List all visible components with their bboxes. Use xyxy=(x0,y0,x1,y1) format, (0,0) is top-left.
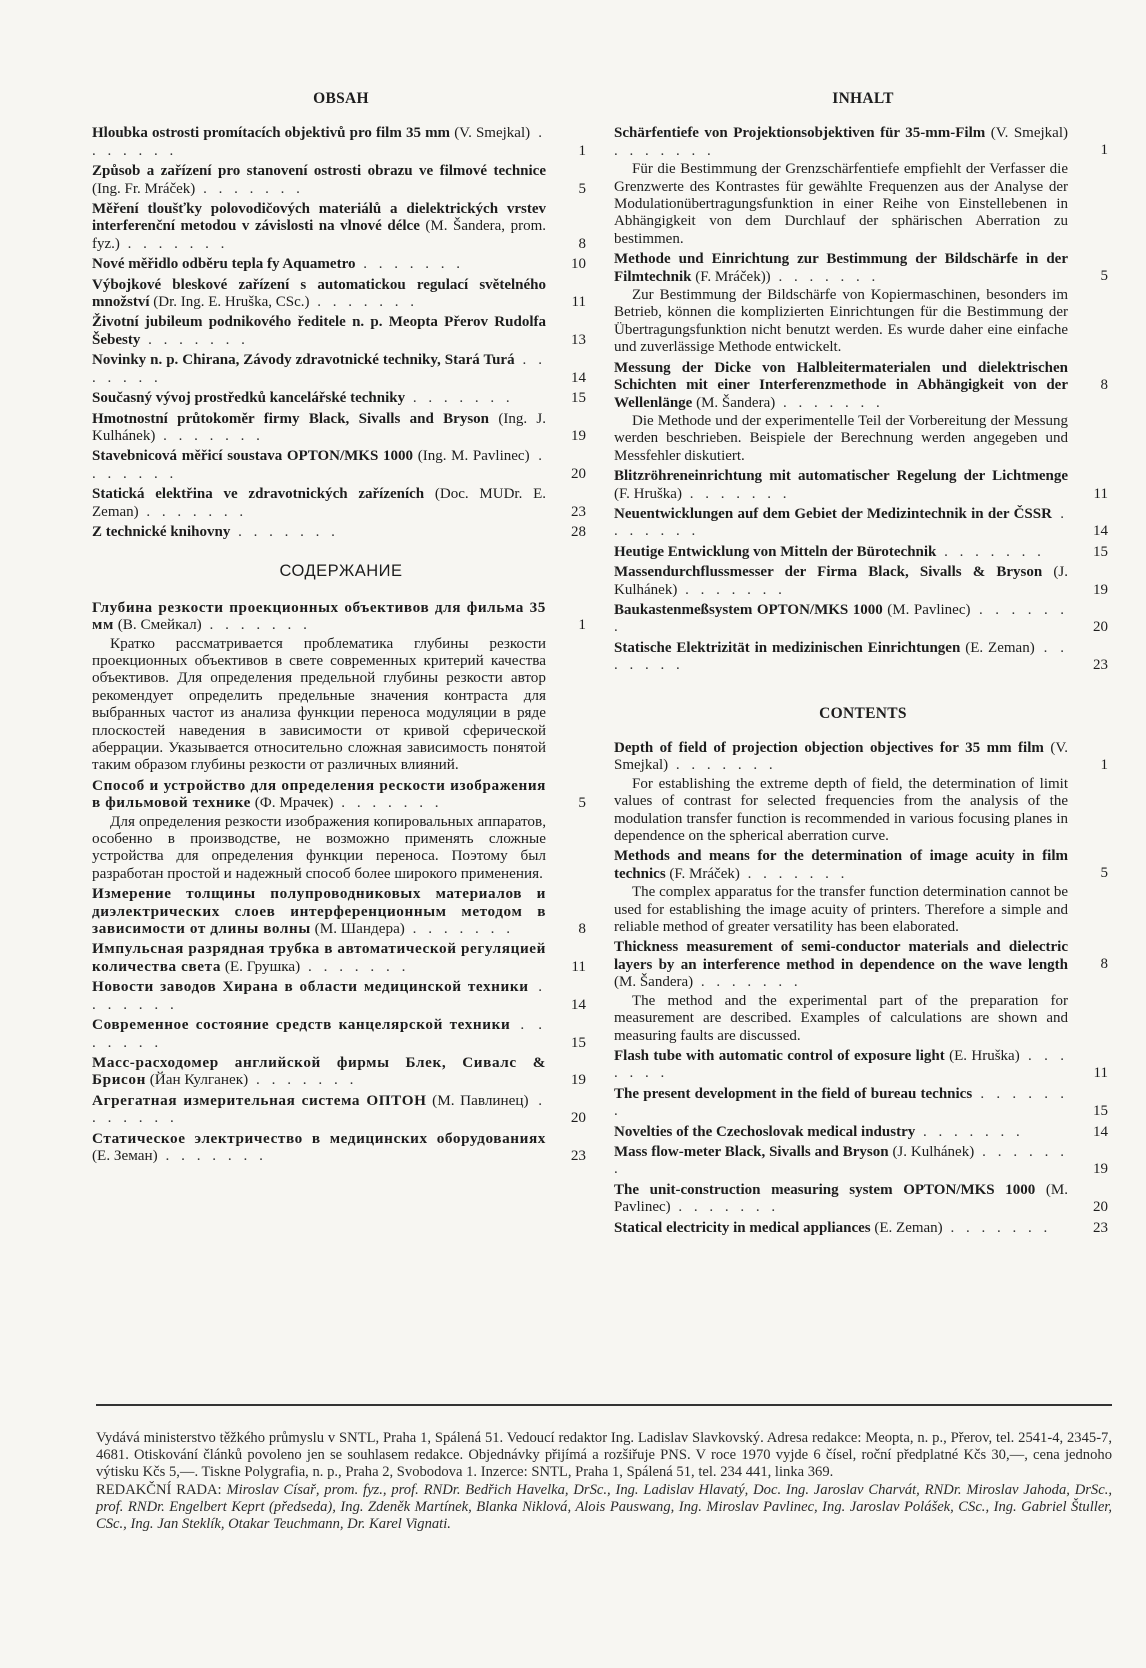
contents-title: CONTENTS xyxy=(819,704,907,722)
contents-list xyxy=(614,740,1112,1237)
toc-entry xyxy=(92,486,590,521)
toc-entry xyxy=(614,1086,1112,1121)
entry-title: Neuentwicklungen auf dem Gebiet der Medizintechnik in der ČSSR xyxy=(614,505,1052,522)
toc-entry xyxy=(92,524,590,541)
toc-entry xyxy=(92,599,590,774)
entry-title: Statical electricity in medical appliances xyxy=(614,1219,871,1236)
left-column xyxy=(92,90,590,1167)
page-number: 23 xyxy=(571,503,586,520)
entry-abstract: For establishing the extreme depth of field, the determination of limit values of contrast for selected frequencies from the analysis of the modulation transfer function is recommended in various focusing planes in dependence on the spherical aberration curve. xyxy=(614,775,1068,845)
entry-author: (Е. Земан) xyxy=(92,1146,158,1164)
page-number: 5 xyxy=(1100,865,1108,882)
leader-dots: . . . . . . . xyxy=(138,503,248,520)
leader-dots: . . . . . . . xyxy=(614,601,1069,636)
entry-author: (Doc. MUDr. E. Zeman) xyxy=(92,486,547,520)
entry-author: (F. Hruška) xyxy=(614,485,682,502)
entry-title: Výbojkové bleskové zařízení s automatickou regulací světelného množství xyxy=(92,276,546,311)
inhalt-list xyxy=(614,125,1112,674)
page-number: 10 xyxy=(571,256,586,273)
page-number: 15 xyxy=(570,1033,586,1051)
entry-title: Massendurchflussmesser der Firma Black, Sivalls & Bryson xyxy=(614,564,1043,581)
page-number: 15 xyxy=(1093,1103,1108,1120)
page-number: 1 xyxy=(1100,142,1108,159)
entry-author: (J. Kulhánek) xyxy=(614,564,1068,598)
toc-entry xyxy=(614,125,1112,248)
entry-title: Новости заводов Хирана в области медицинской техники xyxy=(92,978,529,996)
toc-entry xyxy=(614,506,1112,541)
ru-title: СОДЕРЖАНИЕ xyxy=(279,562,403,581)
toc-entry xyxy=(614,564,1112,599)
page-number: 11 xyxy=(1093,1065,1108,1082)
page-number: 11 xyxy=(1093,485,1108,502)
entry-author: (Ing. Fr. Mráček) xyxy=(92,180,196,197)
entry-author: (M. Pavlinec) xyxy=(614,1181,1068,1216)
page-number: 1 xyxy=(578,615,586,633)
page-number: 14 xyxy=(571,369,586,386)
leader-dots: . . . . . . . xyxy=(614,505,1068,540)
right-column xyxy=(614,90,1112,1240)
toc-entry xyxy=(92,940,590,975)
toc-entry xyxy=(92,1092,590,1127)
entry-author: (F. Mráček)) xyxy=(695,268,771,285)
entry-author: (V. Smejkal) xyxy=(614,740,1068,774)
entry-author: (V. Smejkal) xyxy=(454,125,531,142)
entry-title: Nové měřidlo odběru tepla fy Aquametro xyxy=(92,256,356,273)
entry-title: Thickness measurement of semi-conductor materials and dielectric layers by an interference method in dependence on the wave length xyxy=(614,939,1068,973)
leader-dots: . . . . . . . xyxy=(942,1219,1052,1236)
entry-title: Измерение толщины полупроводниковых материалов и диэлектрических слоев интерференционным методом в зависимости от длины волны xyxy=(92,885,546,938)
entry-author: (F. Mráček) xyxy=(669,865,740,882)
entry-author: (Ф. Мрачек) xyxy=(254,794,334,812)
entry-title: Messung der Dicke von Halbleitermaterialen und dielektrischen Schichten mit einer Interferenzmethode in Abhängigkeit von der Wellenlänge xyxy=(614,359,1068,411)
entry-author: (Dr. Ing. E. Hruška, CSc.) xyxy=(153,294,310,311)
toc-entry xyxy=(614,544,1112,561)
leader-dots: . . . . . . . xyxy=(915,1123,1024,1140)
toc-entry xyxy=(614,1220,1112,1237)
page-number: 8 xyxy=(1100,376,1108,393)
entry-title: Methods and means for the determination of image acuity in film technics xyxy=(614,848,1068,882)
page-number: 8 xyxy=(578,235,586,252)
page-number: 28 xyxy=(571,523,586,540)
entry-title: Depth of field of projection objection objectives for 35 mm film xyxy=(614,740,1044,756)
toc-entry xyxy=(614,740,1112,845)
toc-entry xyxy=(92,277,590,312)
toc-entry xyxy=(614,1144,1112,1179)
toc-entry xyxy=(614,848,1112,936)
leader-dots: . . . . . . . xyxy=(677,581,786,598)
entry-title: Способ и устройство для определения рескости изображения в фильмовой технике xyxy=(92,776,546,812)
leader-dots: . . . . . . . xyxy=(404,920,515,938)
entry-abstract: Для определения резкости изображения копировальных аппаратов, особенно в производстве, не возможно применять сложные устройства для определения функции переноса. Поэтому был разработан простой и надежный способ более широкого применения. xyxy=(92,812,546,882)
toc-entry xyxy=(614,1048,1112,1083)
toc-entry xyxy=(614,251,1112,356)
leader-dots: . . . . . . . xyxy=(92,978,547,1013)
entry-title: Z technické knihovny xyxy=(92,523,231,540)
leader-dots: . . . . . . . xyxy=(92,448,547,482)
entry-author: (M. Šandera) xyxy=(614,974,694,991)
page-number: 19 xyxy=(1093,1161,1108,1178)
page-number: 19 xyxy=(571,427,586,444)
entry-abstract: Die Methode und der experimentelle Teil der Vorbereitung der Messung werden beschrieben. Beispiele der Berechnung werden angegeben und Messfehler diskutiert. xyxy=(614,412,1068,464)
page-number: 19 xyxy=(570,1071,586,1089)
toc-entry xyxy=(92,1130,590,1165)
entry-title: The unit-construction measuring system OPTON/MKS 1000 xyxy=(614,1181,1036,1198)
entry-title: Životní jubileum podnikového ředitele n. p. Meopta Přerov Rudolfa Šebesty xyxy=(92,314,546,348)
entry-title: Novelties of the Czechoslovak medical industry xyxy=(614,1123,916,1140)
leader-dots: . . . . . . . xyxy=(405,390,514,407)
leader-dots: . . . . . . . xyxy=(92,352,546,386)
entry-title: Глубина резкости проекционных объективов для фильма 35 мм xyxy=(92,598,546,634)
entry-title: Stavebnicová měřicí soustava OPTON/MKS 1000 xyxy=(92,448,413,465)
toc-entry xyxy=(92,978,590,1013)
entry-author: (Е. Грушка) xyxy=(224,957,301,975)
toc-entry xyxy=(614,468,1112,503)
entry-title: Heutige Entwicklung von Mitteln der Bürotechnik xyxy=(614,543,937,560)
page-number: 1 xyxy=(578,142,586,159)
toc-entry xyxy=(92,125,590,160)
entry-author: (M. Šandera, prom. fyz.) xyxy=(92,218,547,252)
leader-dots: . . . . . . . xyxy=(614,639,1069,674)
page-number: 8 xyxy=(578,920,586,938)
leader-dots: . . . . . . . xyxy=(614,1047,1069,1082)
page-number: 20 xyxy=(570,1109,586,1127)
entry-author: (Ing. M. Pavlinec) xyxy=(417,448,530,465)
entry-title: Flash tube with automatic control of exposure light xyxy=(614,1047,945,1064)
entry-author: (M. Pavlinec) xyxy=(887,601,971,618)
entry-abstract: Кратко рассматривается проблематика глубины резкости проекционных объективов в свете современных критерий качества объективов. Для определения предельной глубины резкости автор рекомендует определить предельные значения контраста для выбранных частот из анализа функции переноса модуляции в ряде плоскостей наведения в зависимости от кривой сферической аберрации. Указывается относительно сложная зависимость понятой таким образом глубины резкости от различных влияний. xyxy=(92,634,546,774)
entry-title: Statická elektřina ve zdravotnických zařízeních xyxy=(92,486,425,503)
entry-author: (В. Смейкал) xyxy=(117,616,202,634)
leader-dots: . . . . . . . xyxy=(739,865,849,882)
page-number: 11 xyxy=(571,957,586,975)
entry-title: Статическое электричество в медицинских оборудованиях xyxy=(92,1129,546,1147)
leader-dots: . . . . . . . xyxy=(668,757,777,774)
entry-title: Hloubka ostrosti promítacích objektivů pro film 35 mm xyxy=(92,125,451,142)
imprint xyxy=(96,1430,1112,1533)
leader-dots: . . . . . . . xyxy=(681,485,791,502)
toc-entry xyxy=(614,360,1112,465)
leader-dots: . . . . . . . xyxy=(140,331,249,348)
page-number: 5 xyxy=(1100,268,1108,285)
entry-author: (E. Hruška) xyxy=(949,1047,1020,1064)
toc-entry xyxy=(614,640,1112,675)
toc-entry xyxy=(614,939,1112,1044)
footer-rule xyxy=(96,1404,1112,1406)
toc-entry xyxy=(92,1016,590,1051)
entry-author: (M. Šandera) xyxy=(696,394,776,411)
toc-entry xyxy=(92,314,590,349)
editorial-board xyxy=(96,1482,1112,1534)
entry-title: Hmotnostní průtokoměr firmy Black, Sivalls and Bryson xyxy=(92,410,490,427)
toc-entry xyxy=(92,411,590,446)
inhalt-title: INHALT xyxy=(832,90,894,107)
toc-entry xyxy=(92,352,590,387)
toc-entry xyxy=(92,163,590,198)
page-number: 14 xyxy=(1093,1123,1108,1140)
toc-entry xyxy=(92,885,590,937)
leader-dots: . . . . . . . xyxy=(693,974,802,991)
toc-entry xyxy=(92,777,590,882)
entry-title: Schärfentiefe von Projektionsobjektiven für 35-mm-Film xyxy=(614,125,986,142)
leader-dots: . . . . . . . xyxy=(333,794,443,812)
toc-entry xyxy=(614,602,1112,637)
entry-title: Blitzröhreneinrichtung mit automatischer Regelung der Lichtmenge xyxy=(614,468,1068,485)
leader-dots: . . . . . . . xyxy=(92,125,546,159)
entry-title: The present development in the field of bureau technics xyxy=(614,1085,973,1102)
entry-author: (V. Smejkal) xyxy=(990,125,1068,142)
page-number: 5 xyxy=(578,793,586,811)
board-members: Miroslav Císař, prom. fyz., prof. RNDr. Bedřich Havelka, DrSc., Ing. Ladislav Hlavatý, Doc. Ing. Jaroslav Charvát, RNDr. Miroslav Jahoda, DrSc., prof. RNDr. Engelbert Keprt (předseda), Ing. Zdeněk Martínek, Blanka Niklová, Alois Pauswang, Ing. Miroslav Pavlinec, Ing. Jaroslav Polášek, CSc., Ing. Gabriel Štuller, CSc., Ing. Jan Steklík, Otakar Teuchmann, Dr. Karel Vignati. xyxy=(96,1481,1113,1533)
leader-dots: . . . . . . . xyxy=(201,616,311,634)
leader-dots: . . . . . . . xyxy=(230,523,339,540)
leader-dots: . . . . . . . xyxy=(770,268,880,285)
entry-title: Měření tloušťky polovodičových materiálů a dielektrických vrstev interferenční metodou v závislosti na vlnové délce xyxy=(92,201,546,235)
entry-author: (E. Zeman) xyxy=(965,639,1035,656)
obsah-list xyxy=(92,125,590,541)
entry-title: Novinky n. p. Chirana, Závody zdravotnické techniky, Stará Turá xyxy=(92,352,515,369)
page-number: 13 xyxy=(571,331,586,348)
toc-entry xyxy=(92,448,590,483)
entry-title: Způsob a zařízení pro stanovení ostrosti obrazu ve filmové technice xyxy=(92,163,546,180)
leader-dots: . . . . . . . xyxy=(614,1085,1068,1120)
entry-author: (J. Kulhánek) xyxy=(892,1143,975,1160)
leader-dots: . . . . . . . xyxy=(92,1091,546,1127)
leader-dots: . . . . . . . xyxy=(775,394,884,411)
entry-author: (М. Шандера) xyxy=(314,920,405,938)
entry-abstract: The method and the experimental part of the preparation for measurement are described. Examples of calculations are shown and measuring faults are discussed. xyxy=(614,992,1068,1044)
entry-title: Statische Elektrizität in medizinischen Einrichtungen xyxy=(614,639,961,656)
entry-title: Современное состояние средств канцелярской техники xyxy=(92,1016,511,1034)
page-number: 8 xyxy=(1100,956,1108,973)
page-number: 5 xyxy=(578,180,586,197)
toc-entry xyxy=(92,1054,590,1089)
entry-author: (Ing. J. Kulhánek) xyxy=(92,410,547,444)
page-number: 20 xyxy=(1093,619,1108,636)
leader-dots: . . . . . . . xyxy=(670,1199,780,1216)
leader-dots: . . . . . . . xyxy=(157,1146,267,1164)
leader-dots: . . . . . . . xyxy=(300,957,410,975)
page-number: 15 xyxy=(1093,543,1108,560)
entry-title: Současný vývoj prostředků kancelářské techniky xyxy=(92,390,406,407)
board-label: REDAKČNÍ RADA: xyxy=(96,1481,222,1498)
entry-title: Масс-расходомер английской фирмы Блек, Сивалс & Брисон xyxy=(92,1053,546,1089)
page-number: 14 xyxy=(1093,523,1108,540)
entry-title: Methode und Einrichtung zur Bestimmung der Bildschärfe in der Filmtechnik xyxy=(614,251,1068,285)
leader-dots: . . . . . . . xyxy=(936,543,1045,560)
leader-dots: . . . . . . . xyxy=(92,1016,546,1051)
page-number: 23 xyxy=(1093,1219,1108,1236)
page-number: 19 xyxy=(1093,581,1108,598)
entry-abstract: Für die Bestimmung der Grenzschärfentiefe empfiehlt der Verfasser die Grenzwerte des Kontrastes für gewählte Frequenzen aus der Analyse der Modulationübertragungsfunktion in einer Reihe von Einstellebenen in Abhängigkeit von dem Durchlauf der sphärischen Aberration zu bestimmen. xyxy=(614,161,1068,247)
toc-entry xyxy=(92,390,590,407)
obsah-title: OBSAH xyxy=(313,90,369,107)
entry-title: Импульсная разрядная трубка в автоматической регуляцией количества света xyxy=(92,940,546,975)
leader-dots: . . . . . . . xyxy=(614,1143,1068,1178)
page-number: 11 xyxy=(571,294,586,311)
toc-entry xyxy=(92,201,590,253)
page-number: 23 xyxy=(1093,657,1108,674)
page-number: 1 xyxy=(1100,757,1108,773)
page-number: 20 xyxy=(1093,1199,1108,1216)
entry-title: Агрегатная измерительная система ОПТОН xyxy=(92,1091,427,1109)
entry-author: (М. Павлинец) xyxy=(432,1091,529,1109)
leader-dots: . . . . . . . xyxy=(309,294,418,311)
entry-abstract: The complex apparatus for the transfer function determination cannot be used for establishing the image acuity of printers. Therefore a simple and reliable method of greater versatility has been elaborated. xyxy=(614,884,1068,936)
toc-entry xyxy=(614,1124,1112,1141)
leader-dots: . . . . . . . xyxy=(248,1071,358,1089)
leader-dots: . . . . . . . xyxy=(195,180,304,197)
entry-title: Baukastenmeßsystem OPTON/MKS 1000 xyxy=(614,601,883,618)
publisher-info: Vydává ministerstvo těžkého průmyslu v SNTL, Praha 1, Spálená 51. Vedoucí redaktor Ing. Ladislav Slavkovský. Adresa redakce: Meopta, n. p., Přerov, tel. 2541-4, 2345-7, 4681. Otiskování článků povoleno jen se souhlasem redakce. Objednávky přijímá a rozšiřuje PNS. V roce 1970 vyjde 6 čísel, roční předplatné Kčs 30,—, cena jednoho výtisku Kčs 5,—. Tiskne Polygrafia, n. p., Praha 2, Svobodova 1. Inzerce: SNTL, Praha 1, Spálená 51, tel. 234 441, linka 369. xyxy=(96,1430,1112,1481)
entry-abstract: Zur Bestimmung der Bildschärfe von Kopiermaschinen, besonders im Betrieb, können die komplizierten Einrichtungen für die Bestimmung der Übertragungsfunktion nicht benutzt werden. Es wurde daher eine einfache und zuverlässige Methode entwickelt. xyxy=(614,287,1068,356)
page-number: 15 xyxy=(571,390,586,407)
page-number: 23 xyxy=(570,1146,586,1164)
toc-entry xyxy=(614,1182,1112,1217)
page-number: 20 xyxy=(571,465,586,482)
ru-list xyxy=(92,599,590,1165)
leader-dots: . . . . . . . xyxy=(355,256,464,273)
entry-title: Mass flow-meter Black, Sivalls and Bryson xyxy=(614,1143,889,1160)
leader-dots: . . . . . . . xyxy=(119,235,229,252)
toc-entry xyxy=(92,256,590,273)
entry-author: (Йан Кулганек) xyxy=(149,1071,249,1089)
entry-author: (E. Zeman) xyxy=(874,1219,943,1236)
leader-dots: . . . . . . . xyxy=(155,427,264,444)
leader-dots: . . . . . . . xyxy=(614,142,715,159)
page-number: 14 xyxy=(570,995,586,1013)
